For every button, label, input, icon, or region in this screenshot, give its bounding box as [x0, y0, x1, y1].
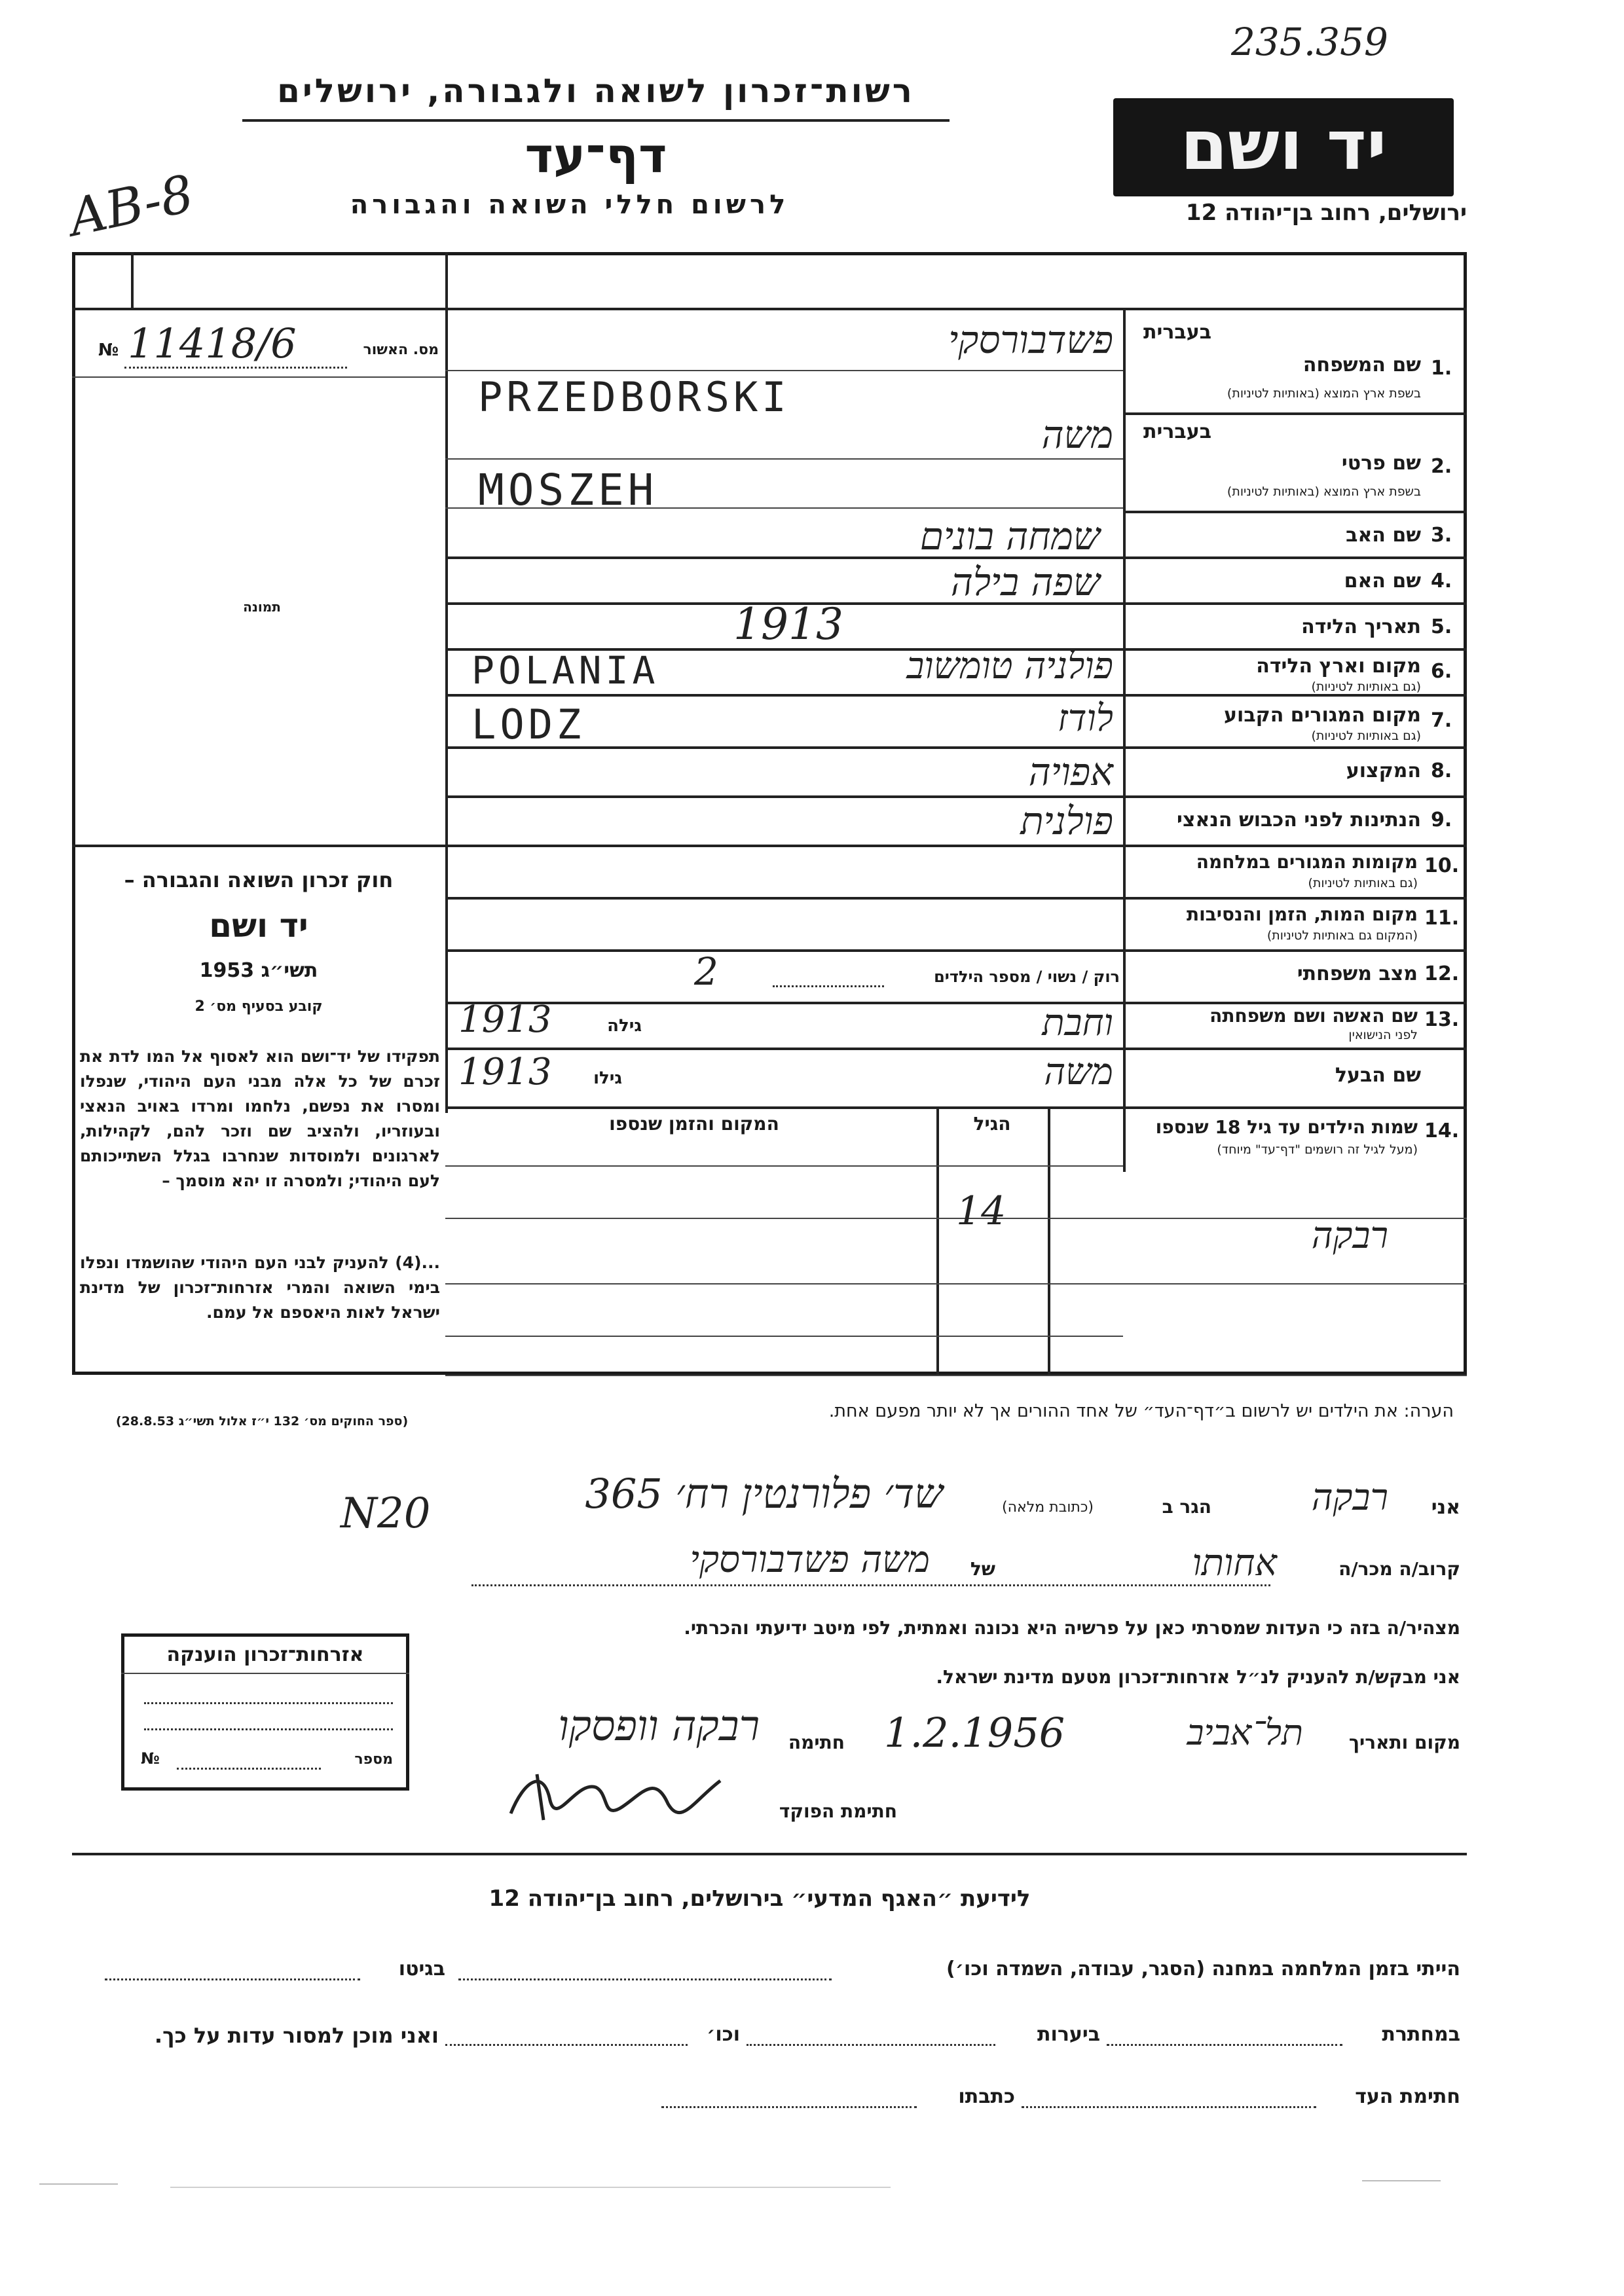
- children-col-age: הגיל: [973, 1113, 1011, 1135]
- field-4-number: 4.: [1431, 570, 1452, 592]
- law-name: יד ושם: [209, 907, 308, 945]
- field-10-sub: (גם באותיות לטיניות): [1308, 876, 1418, 890]
- law-source: (ספר החוקים מס׳ 132 י״ז אלול תשי״ג 28.8.53): [115, 1414, 409, 1429]
- field-13-label: שם האשה ושם משפחתה: [1209, 1005, 1418, 1027]
- field-10-number: 10.: [1424, 854, 1460, 877]
- field-2-latin-value: MOSZEH: [478, 465, 658, 515]
- field-1-label: שם המשפחה: [1302, 354, 1421, 376]
- field-husband-value: משה: [1044, 1051, 1113, 1093]
- husband-age-value: 1913: [458, 1051, 552, 1093]
- field-7-label: מקום המגורים הקבוע: [1224, 704, 1421, 727]
- form-subtitle: לרשום חללי השואה והגבורה: [350, 190, 790, 220]
- bottom-line1-a: הייתי בזמן המלחמה במחנה (הסגר, עבודה, השמדה וכו׳): [946, 1958, 1460, 1980]
- bottom-line2-a: במחתרת: [1382, 2023, 1460, 2046]
- certificate-no-sign: №: [141, 1749, 160, 1768]
- field-6-number: 6.: [1431, 660, 1452, 683]
- field-2-number: 2.: [1431, 455, 1452, 478]
- field-5-label: תאריך הלידה: [1301, 615, 1421, 638]
- field-4-label: שם האם: [1344, 570, 1421, 592]
- field-8-number: 8.: [1431, 759, 1452, 782]
- official-signature: [498, 1741, 733, 1840]
- yad-vashem-logo: [1113, 98, 1454, 196]
- child-name: רבקה: [1311, 1214, 1388, 1257]
- field-8-value: אפויה: [1028, 750, 1113, 794]
- bottom-title: לידיעת ״האגף המדעי״ בירושלים, רחוב בן־יהודה 12: [489, 1886, 1031, 1912]
- field-13-sub: לפני הנישואין: [1348, 1028, 1418, 1042]
- field-14-label: שמות הילדים עד גיל 18 שנספו: [1155, 1116, 1418, 1138]
- field-6-sub: (גם באותיות לטיניות): [1311, 680, 1421, 694]
- certificate-title: אזרחות־זכרון הוענקה: [166, 1643, 364, 1666]
- decl-relative-label: קרוב/ה מכר/ה: [1338, 1558, 1460, 1580]
- children-col-place: המקום והזמן שנספו: [609, 1113, 779, 1135]
- field-9-number: 9.: [1431, 809, 1452, 831]
- field-2-hebrew-value: משה: [1041, 412, 1113, 457]
- decl-official-label: חתימת הפוקד: [779, 1800, 897, 1822]
- decl-place: תל־אביב: [1187, 1712, 1303, 1753]
- children-note: הערה: את הילדים יש לרשום ב״דף־העד״ של אחד ההורים אך לא יותר מפעם אחת.: [828, 1401, 1454, 1421]
- law-year: תשי״ג 1953: [199, 959, 318, 982]
- field-14-number: 14.: [1424, 1120, 1460, 1142]
- husband-age-label: גילו: [593, 1068, 622, 1088]
- field-13-number: 13.: [1424, 1008, 1460, 1031]
- no-sign: №: [98, 340, 119, 360]
- field-11-number: 11.: [1424, 907, 1460, 930]
- field-1-tag: בעברית: [1143, 321, 1211, 344]
- field-1-sub: בשפת ארץ המוצא (באותיות לטיניות): [1227, 386, 1421, 401]
- field-1-latin-value: PRZEDBORSKI: [478, 373, 790, 421]
- photo-label: תמונה: [243, 599, 281, 615]
- wife-age-value: 1913: [458, 998, 552, 1041]
- field-14-sub: (מעל לגיל זה רושמים "דף־עד" מיוחד): [1217, 1142, 1418, 1157]
- field-8-label: המקצוע: [1346, 759, 1421, 782]
- field-6-label: מקום וארץ הלידה: [1256, 655, 1421, 678]
- decl-left-mark: N20: [341, 1489, 431, 1538]
- field-3-value: שמחה בונים: [919, 514, 1100, 558]
- field-2-tag: בעברית: [1143, 420, 1211, 443]
- field-2-sub: בשפת ארץ המוצא (באותיות לטיניות): [1227, 484, 1421, 499]
- field-3-number: 3.: [1431, 524, 1452, 547]
- decl-full-address: (כתובת מלאה): [1002, 1499, 1094, 1516]
- law-text-2: ...(4) להעניק לבני העם היהודי שהושמדו ונפלו בימי השואה והמרי אזרחות־זכרון של מדינת ישראל לאות היאספם אל עמם.: [80, 1253, 440, 1322]
- decl-line-2: אני מבקש/ת להעניק לנ״ל אזרחות־זכרון מטעם מדינת ישראל.: [936, 1666, 1460, 1688]
- field-7-sub: (גם באותיות לטיניות): [1311, 729, 1421, 743]
- decl-place-date-label: מקום ותאריך: [1348, 1732, 1460, 1753]
- certificate-number-label: מספר: [354, 1751, 393, 1768]
- logo-text: יד ושם: [1180, 105, 1387, 185]
- wife-age-label: גילה: [607, 1016, 642, 1036]
- form-title: דף־עד: [525, 128, 667, 184]
- law-title: חוק זכרון השואה והגבורה –: [124, 867, 394, 892]
- bottom-line2-b: ביערות: [1037, 2023, 1100, 2046]
- field-4-value: שפה בילה: [950, 560, 1100, 604]
- field-6-latin-value: POLANIA: [471, 648, 659, 693]
- decl-declarant: רבקה: [1311, 1476, 1388, 1519]
- corner-number: 235.359: [1231, 20, 1388, 64]
- field-6-value: פולניה טומשוב: [906, 645, 1113, 687]
- field-10-label: מקומות המגורים במלחמה: [1196, 851, 1418, 873]
- field-3-label: שם האב: [1346, 524, 1421, 547]
- law-clause: קובע בסעיף מס׳ 2: [194, 998, 323, 1015]
- field-7-number: 7.: [1431, 709, 1452, 732]
- field-9-label: הנתינות לפני הכבוש הנאצי: [1177, 809, 1421, 831]
- field-9-value: פולנית: [1020, 799, 1113, 843]
- field-2-label: שם פרטי: [1341, 452, 1421, 475]
- field-12-number: 12.: [1424, 962, 1460, 985]
- bottom-line3-a: חתימת העד: [1355, 2085, 1460, 2108]
- decl-signature-label: חתימה: [788, 1732, 845, 1753]
- approval-number: 11418/6: [128, 319, 297, 367]
- field-11-label: מקום המות, הזמן והנסיבות: [1186, 903, 1418, 925]
- field-1-hebrew-value: פשדבורסקי: [948, 318, 1113, 362]
- field-5-number: 5.: [1431, 615, 1452, 638]
- field-12-label: מצב משפחתי: [1297, 962, 1418, 985]
- decl-resides: הגר ב: [1162, 1496, 1211, 1518]
- family-status-label: רוק / נשוי / מספר הילדים: [934, 968, 1120, 986]
- decl-line-1: מצהיר/ה בזה כי העדות שמסרתי כאן על פרשיה היא נכונה ואמתית, לפי מיטב ידיעתי והכרתי.: [684, 1617, 1460, 1639]
- decl-relation: אחותו: [1192, 1542, 1277, 1584]
- bottom-line2-d: ואני מוכן למסור עדות על כך.: [154, 2023, 439, 2048]
- decl-address: שד׳ פלורנטין רח׳ 365: [585, 1470, 943, 1518]
- field-husband-label: שם הבעל: [1335, 1064, 1421, 1087]
- decl-of: של: [970, 1558, 995, 1580]
- decl-ani: אני: [1431, 1496, 1460, 1519]
- child-age: 14: [956, 1188, 1006, 1234]
- field-7-value: לודז: [1057, 697, 1113, 740]
- field-5-value: 1913: [733, 599, 843, 649]
- family-status-value: 2: [694, 949, 718, 994]
- bottom-line2-c: וכו׳: [707, 2023, 740, 2046]
- bottom-line3-b: כתבתו: [958, 2085, 1015, 2108]
- ab-mark: AB-8: [64, 164, 199, 248]
- approval-number-label: מס. האשור: [363, 342, 439, 358]
- authority-title: רשות־זכרון לשואה ולגבורה, ירושלים: [277, 72, 915, 110]
- decl-relative-of: משה פשדבורסקי: [690, 1539, 930, 1581]
- decl-signature: רבקה וופסקו: [558, 1702, 760, 1751]
- field-7-latin-value: LODZ: [471, 701, 585, 748]
- field-13-value: וחבת: [1042, 1002, 1113, 1044]
- decl-date: 1.2.1956: [884, 1709, 1065, 1757]
- field-1-number: 1.: [1431, 357, 1452, 380]
- header-address: ירושלים, רחוב בן־יהודה 12: [1185, 200, 1467, 226]
- law-text-1: תפקידו של יד־ושם הוא לאסוף אל המו לדת את זכרם של כל אלה מבני העם היהודי, שנפלו ומסרו את נפשם, נלחמו ומרדו באויב הנאצי ובעוזריו, ולהציב שם וזכר להם, לקהילות, לארגונים ולמוסדות שנחרבו בגלל השתייכותם לעם היהודי; ולמסרה זו יהא מוסמך –: [80, 1047, 440, 1190]
- field-11-sub: (המקום גם באותיות לטיניות): [1266, 928, 1418, 943]
- bottom-line1-b: בגיטו: [398, 1958, 445, 1980]
